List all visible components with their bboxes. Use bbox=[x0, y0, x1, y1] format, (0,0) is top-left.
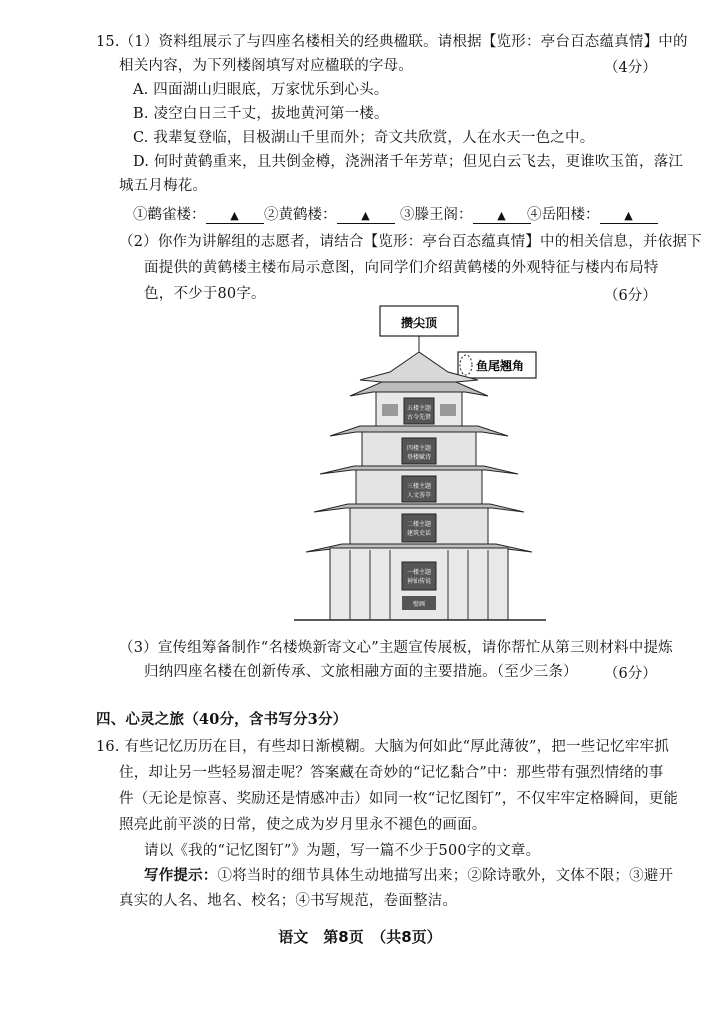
svg-text:四楼主题: 四楼主题 bbox=[406, 445, 432, 452]
q15-part1-score: （4分） bbox=[604, 60, 657, 76]
option-d-cont: 城五月梅花。 bbox=[119, 178, 208, 194]
fish-tail-label: 鱼尾翘角 bbox=[475, 359, 525, 373]
blank-1-label: ①鹳雀楼： bbox=[133, 207, 206, 223]
blank-2-mark: ▲ bbox=[361, 209, 370, 222]
blank-3-mark: ▲ bbox=[497, 209, 506, 222]
q15-part2-score: （6分） bbox=[604, 288, 657, 304]
svg-text:二楼主题: 二楼主题 bbox=[406, 521, 432, 528]
q15-part2-line2: 面提供的黄鹤楼主楼布局示意图，向同学们介绍黄鹤楼的外观特征与楼内布局特 bbox=[144, 260, 659, 276]
blank-2-label: ②黄鹤楼： bbox=[264, 207, 337, 223]
blank-2 bbox=[264, 203, 395, 224]
q16-task: 请以《我的“记忆图钉”》为题，写一篇不少于500字的文章。 bbox=[144, 843, 541, 859]
option-b: B. 凌空白日三千丈，拔地黄河第一楼。 bbox=[133, 106, 389, 122]
q16-line2: 住，却让另一些轻易溜走呢？答案藏在奇妙的“记忆黏合”中：那些带有强烈情绪的事 bbox=[119, 765, 664, 781]
q16-line3: 件（无论是惊喜、奖励还是情感冲击）如同一枚“记忆图钉”，不仅牢牢定格瞬间，更能 bbox=[119, 791, 679, 807]
q16-line1: 16. 有些记忆历历在目，有些却日渐模糊。大脑为何如此“厚此薄彼”，把一些记忆牢牢抓 bbox=[96, 739, 669, 755]
q15-part2-line1: （2）你作为讲解组的志愿者，请结合【览形：亭台百态蕴真情】中的相关信息，并依据下 bbox=[119, 234, 702, 250]
q15-part1-line1: 15.（1）资料组展示了与四座名楼相关的经典楹联。请根据【览形：亭台百态蕴真情】中的 bbox=[96, 34, 688, 50]
roof-top-label: 攒尖顶 bbox=[400, 316, 438, 330]
section4-heading: 四、心灵之旅（40分，含书写分3分） bbox=[96, 711, 348, 728]
q15-part2-line3: 色，不少于80字。 bbox=[144, 286, 266, 302]
q16-line4: 照亮此前平淡的日常，使之成为岁月里永不褪色的画面。 bbox=[119, 817, 487, 833]
blank-4-label: ④岳阳楼： bbox=[527, 207, 600, 223]
blank-4 bbox=[527, 203, 658, 224]
tower-diagram bbox=[290, 300, 560, 630]
svg-text:古今先贤: 古今先贤 bbox=[406, 414, 432, 421]
blank-3 bbox=[400, 203, 531, 224]
q16-tips-line2: 真实的人名、地名、校名；④书写规范，卷面整洁。 bbox=[119, 893, 458, 909]
svg-text:三楼主题: 三楼主题 bbox=[406, 483, 432, 490]
q15-part1-line2: 相关内容，为下列楼阁填写对应楹联的字母。 bbox=[119, 58, 413, 74]
mural-label: 壁画 bbox=[412, 601, 426, 608]
svg-text:建筑史话: 建筑史话 bbox=[406, 530, 432, 537]
page-footer: 语文 第8页 （共8页） bbox=[278, 928, 442, 946]
tips-label: 写作提示： bbox=[144, 867, 218, 884]
q15-part3-score: （6分） bbox=[604, 666, 657, 682]
blank-4-mark: ▲ bbox=[624, 209, 633, 222]
q15-part3-line1: （3）宣传组筹备制作“名楼焕新寄文心”主题宣传展板，请你帮忙从第三则材料中提炼 bbox=[119, 640, 673, 656]
svg-text:一楼主题: 一楼主题 bbox=[406, 569, 432, 576]
svg-text:人文荟萃: 人文荟萃 bbox=[406, 492, 432, 499]
blank-1 bbox=[133, 203, 264, 224]
tips-text: ①将当时的细节具体生动地描写出来；②除诗歌外，文体不限；③避开 bbox=[217, 868, 674, 884]
option-d: D. 何时黄鹤重来，且共倒金樽，浇洲渚千年芳草；但见白云飞去，更谁吹玉笛，落江 bbox=[133, 154, 684, 170]
blank-1-mark: ▲ bbox=[230, 209, 239, 222]
q15-part3-line2: 归纳四座名楼在创新传承、文旅相融方面的主要措施。（至少三条） bbox=[144, 664, 578, 680]
blank-3-label: ③滕王阁： bbox=[400, 207, 473, 223]
option-c: C. 我辈复登临，目极湖山千里而外；奇文共欣赏，人在水天一色之中。 bbox=[133, 130, 595, 146]
svg-text:五楼主题: 五楼主题 bbox=[406, 405, 432, 412]
svg-text:神仙传说: 神仙传说 bbox=[406, 578, 432, 585]
q16-tips-line1 bbox=[144, 866, 673, 886]
svg-text:登楼赋诗: 登楼赋诗 bbox=[406, 454, 432, 461]
option-a: A. 四面湖山归眼底，万家忧乐到心头。 bbox=[133, 82, 389, 98]
